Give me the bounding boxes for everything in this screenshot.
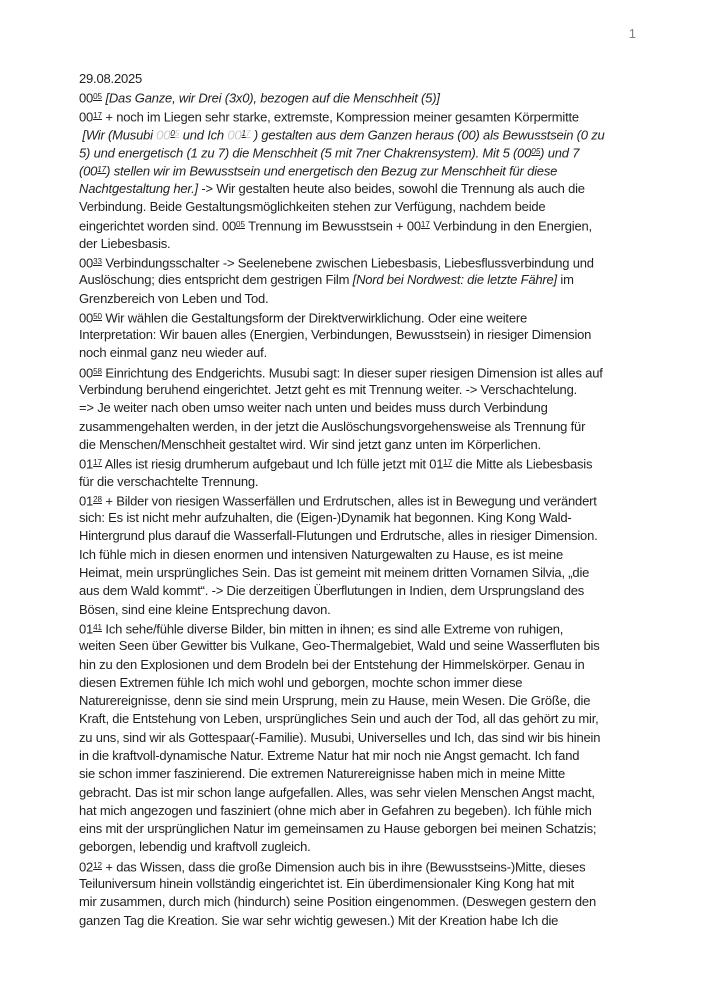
text-line: mir zusammen, durch mich (hindurch) seine Position eingenommen. (Deswegen gestern den	[79, 894, 596, 910]
text-lines	[79, 88, 694, 930]
text-line: => Je weiter nach oben umso weiter nach unten und beides muss durch Verbindung	[79, 400, 548, 416]
text-line: sich: Es ist nicht mehr aufzuhalten, die (Eigen-)Dynamik hat begonnen. King Kong Wald-	[79, 510, 572, 526]
text-line: Verbindung. Beide Gestaltungsmöglichkeiten stehen zur Verfügung, nachdem beide	[79, 199, 546, 215]
text-line: Nachtgestaltung her.] -> Wir gestalten heute also beides, sowohl die Trennung als auch die	[79, 180, 585, 196]
text-line: Kraft, die Entstehung von Leben, ursprüngliches Sein und auch der Tod, all das gehört zu mir,	[79, 711, 599, 727]
text-line: hat mich angezogen und fasziniert (ohne mich aber in Gefahren zu begeben). Ich fühle mich	[79, 802, 592, 818]
text-line: noch einmal ganz neu wieder auf.	[79, 345, 268, 361]
text-line: $00^{33}$ Verbindungsschalter -> Seelenebene zwischen Liebesbasis, Liebesflussverbindung und	[79, 255, 594, 271]
text-line: aus dem Wald kommt“. -> Die derzeitigen Überflutungen in Indien, dem Ursprungsland des	[79, 583, 585, 599]
text-line: $(00^{17})$ stellen wir im Bewusstsein und energetisch den Bezug zur Menschheit für diese	[79, 164, 558, 180]
text-line: $01^{17}$ Alles ist riesig drumherum aufgebaut und Ich fülle jetzt mit $01^{17}$ die Mitte als Liebesbasis	[79, 456, 593, 472]
date-line: 29.08.2025	[79, 71, 143, 86]
text-line: Bösen, sind eine kleine Entsprechung davon.	[79, 601, 331, 617]
text-line: Teiluniversum hinein vollständig eingerichtet ist. Ein überdimensionaler King Kong hat mit	[79, 876, 575, 892]
text-line: $00^{05}$ [Das Ganze, wir Drei (3x0), bezogen auf die Menschheit (5)]	[79, 90, 440, 106]
text-line: Hintergrund plus darauf die Wasserfall-Flutungen und Erdrutsche, alles in riesiger Dimension.	[79, 528, 598, 544]
text-line: $01^{28}$ + Bilder von riesigen Wasserfällen und Erdrutschen, alles ist in Bewegung und verändert	[79, 493, 597, 509]
text-line: Grenzbereich von Leben und Tod.	[79, 290, 269, 306]
text-line: die Menschen/Menschheit gestaltet wird. Wir sind jetzt ganz unten im Körperlichen.	[79, 436, 541, 452]
text-line: Naturereignisse, denn sie sind mein Ursprung, mein zu Hause, mein Wesen. Die Größe, die	[79, 693, 591, 709]
text-line: zu uns, sind wir als Gottespaar(-Familie). Musubi, Universelles und Ich, das sind wir bis hinein	[79, 729, 601, 745]
text-line: Verbindung beruhend eingerichtet. Jetzt geht es mit Trennung weiter. -> Verschachtelung.	[79, 382, 578, 398]
text-line: [Wir (Musubi $00^{05}$ und Ich $00^{17}$ ) gestalten aus dem Ganzen heraus (00) als Bewusstsein (0 zu	[79, 127, 605, 143]
text-line: $00^{50}$ Wir wählen die Gestaltungsform der Direktverwirklichung. Oder eine weitere	[79, 310, 528, 326]
text-line: Auslöschung; dies entspricht dem gestrigen Film [Nord bei Nordwest: die letzte Fähre] im	[79, 272, 574, 288]
text-line: der Liebesbasis.	[79, 235, 171, 251]
text-line: ganzen Tag die Kreation. Sie war sehr wichtig gewesen.) Mit der Kreation habe Ich die	[79, 912, 559, 928]
text-line: weiten Seen über Gewitter bis Vulkane, Geo-Thermalgebiet, Wald und seine Wasserfluten bis	[79, 638, 600, 654]
text-line: sie schon immer faszinierend. Die extremen Naturereignisse haben mich in meine Mitte	[79, 766, 566, 782]
text-line: $00^{17}$ + noch im Liegen sehr starke, extremste, Kompression meiner gesamten Körpermitte	[79, 109, 579, 125]
text-line: Interpretation: Wir bauen alles (Energien, Verbindungen, Bewusstsein) in riesiger Dimension	[79, 327, 592, 343]
text-line: hin zu den Explosionen und dem Brodeln bei der Entstehung der Himmelskörper. Genau in	[79, 656, 585, 672]
text-line: geborgen, lebendig und kraftvoll zugleich.	[79, 839, 311, 855]
text-line: Heimat, mein ursprüngliches Sein. Das ist gemeint mit meinem dritten Vornamen Silvia, „die	[79, 565, 590, 581]
text-line: $00^{58}$ Einrichtung des Endgerichts. Musubi sagt: In dieser super riesigen Dimension ist alles auf	[79, 365, 603, 381]
text-line: gebracht. Das ist mir schon lange aufgefallen. Alles, was sehr vielen Menschen Angst macht,	[79, 784, 595, 800]
text-line: in die kraftvoll-dynamische Natur. Extreme Natur hat mir noch nie Angst gemacht. Ich fand	[79, 747, 580, 763]
text-line: Ich fühle mich in diesen enormen und intensiven Naturgewalten zu Hause, es ist meine	[79, 546, 563, 562]
text-line: 5) und energetisch (1 zu 7) die Menschheit (5 mit 7ner Chakrensystem). Mit 5 $(00^{05})$ und 7	[79, 145, 580, 161]
text-line: diesen Extremen fühle Ich mich wohl und geborgen, mochte schon immer diese	[79, 674, 523, 690]
text-line: für die verschachtelte Trennung.	[79, 473, 259, 489]
document-body	[79, 70, 694, 930]
text-line: zusammengehalten werden, in der jetzt die Auslöschungsvorgehensweise als Trennung für	[79, 418, 586, 434]
text-line: $01^{41}$ Ich sehe/fühle diverse Bilder, bin mitten in ihnen; es sind alle Extreme von ruhigen,	[79, 621, 564, 637]
text-line: $02^{12}$ + das Wissen, dass die große Dimension auch bis in ihre (Bewusstseins-)Mitte, dieses	[79, 859, 586, 875]
text-line: eingerichtet worden sind. $00^{05}$ Trennung im Bewusstsein + $00^{17}$ Verbindung in den Energien,	[79, 219, 592, 234]
page-number: 1	[628, 26, 636, 41]
text-line: eins mit der ursprünglichen Natur im gemeinsamen zu Hause geborgen bei meinen Schatzis;	[79, 821, 597, 837]
